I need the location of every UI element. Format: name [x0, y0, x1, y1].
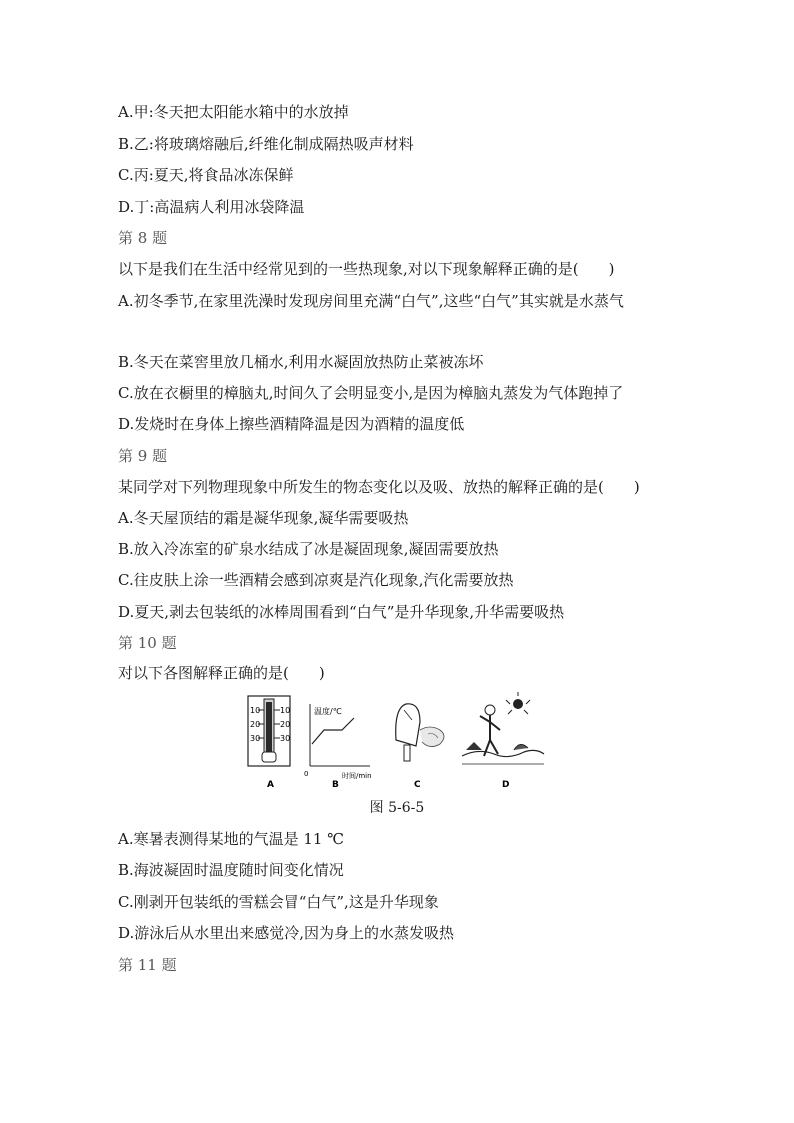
q9-option-c: C.往皮肤上涂一些酒精会感到凉爽是汽化现象,汽化需要放热	[118, 571, 514, 589]
panel-label-c: C	[414, 780, 421, 790]
q9-option-d: D.夏天,剥去包装纸的冰棒周围看到“白气”是升华现象,升华需要吸热	[118, 603, 565, 621]
graph-line	[312, 718, 354, 744]
q8-stem: 以下是我们在生活中经常见到的一些热现象,对以下现象解释正确的是( )	[118, 260, 615, 278]
panel-label-d: D	[502, 780, 510, 790]
q10-option-a: A.寒暑表测得某地的气温是 11 ℃	[118, 830, 345, 848]
graph-ylabel: 温度/℃	[314, 707, 342, 716]
graph-origin: 0	[304, 770, 309, 778]
thermometer-illustration	[248, 696, 290, 790]
q9-number: 第 9 题	[118, 447, 168, 465]
q8-option-d: D.发烧时在身体上擦些酒精降温是因为酒精的温度低	[118, 415, 465, 433]
tick-label: 20	[250, 720, 261, 729]
panel-label-a: A	[267, 780, 274, 790]
panel-label-b: B	[332, 780, 339, 790]
figure-caption: 图 5-6-5	[369, 800, 425, 816]
tick-label: 30	[280, 734, 291, 743]
q11-number: 第 11 题	[118, 956, 177, 974]
tick-label: 10	[280, 706, 291, 715]
q7-option-b: B.乙:将玻璃熔融后,纤维化制成隔热吸声材料	[118, 135, 414, 153]
q10-option-c: C.刚剥开包装纸的雪糕会冒“白气”,这是升华现象	[118, 893, 439, 911]
q10-option-d: D.游泳后从水里出来感觉冷,因为身上的水蒸发吸热	[118, 924, 455, 942]
q8-option-a: A.初冬季节,在家里洗澡时发现房间里充满“白气”,这些“白气”其实就是水蒸气	[118, 292, 624, 310]
q8-option-c: C.放在衣橱里的樟脑丸,时间久了会明显变小,是因为樟脑丸蒸发为气体跑掉了	[118, 384, 624, 402]
q7-option-a: A.甲:冬天把太阳能水箱中的水放掉	[118, 103, 349, 121]
q8-number: 第 8 题	[118, 229, 168, 247]
q9-stem: 某同学对下列物理现象中所发生的物态变化以及吸、放热的解释正确的是( )	[118, 478, 640, 496]
swimmer-illustration	[462, 692, 544, 790]
temperature-time-graph	[304, 704, 372, 790]
graph-xlabel: 时间/min	[342, 772, 372, 780]
ice-cream-illustration	[396, 704, 444, 790]
tick-label: 20	[280, 720, 291, 729]
q10-option-b: B.海波凝固时温度随时间变化情况	[118, 861, 344, 879]
q8-option-b: B.冬天在菜窖里放几桶水,利用水凝固放热防止菜被冻坏	[118, 353, 484, 371]
tick-label: 10	[250, 706, 261, 715]
q7-option-c: C.丙:夏天,将食品冰冻保鲜	[118, 166, 294, 184]
q9-option-a: A.冬天屋顶结的霜是凝华现象,凝华需要吸热	[118, 509, 409, 527]
q9-option-b: B.放入冷冻室的矿泉水结成了冰是凝固现象,凝固需要放热	[118, 540, 499, 558]
q10-number: 第 10 题	[118, 634, 177, 652]
figure-5-6-5	[244, 690, 554, 792]
q7-option-d: D.丁:高温病人利用冰袋降温	[118, 198, 305, 216]
tick-label: 30	[250, 734, 261, 743]
q10-stem: 对以下各图解释正确的是( )	[118, 664, 325, 682]
